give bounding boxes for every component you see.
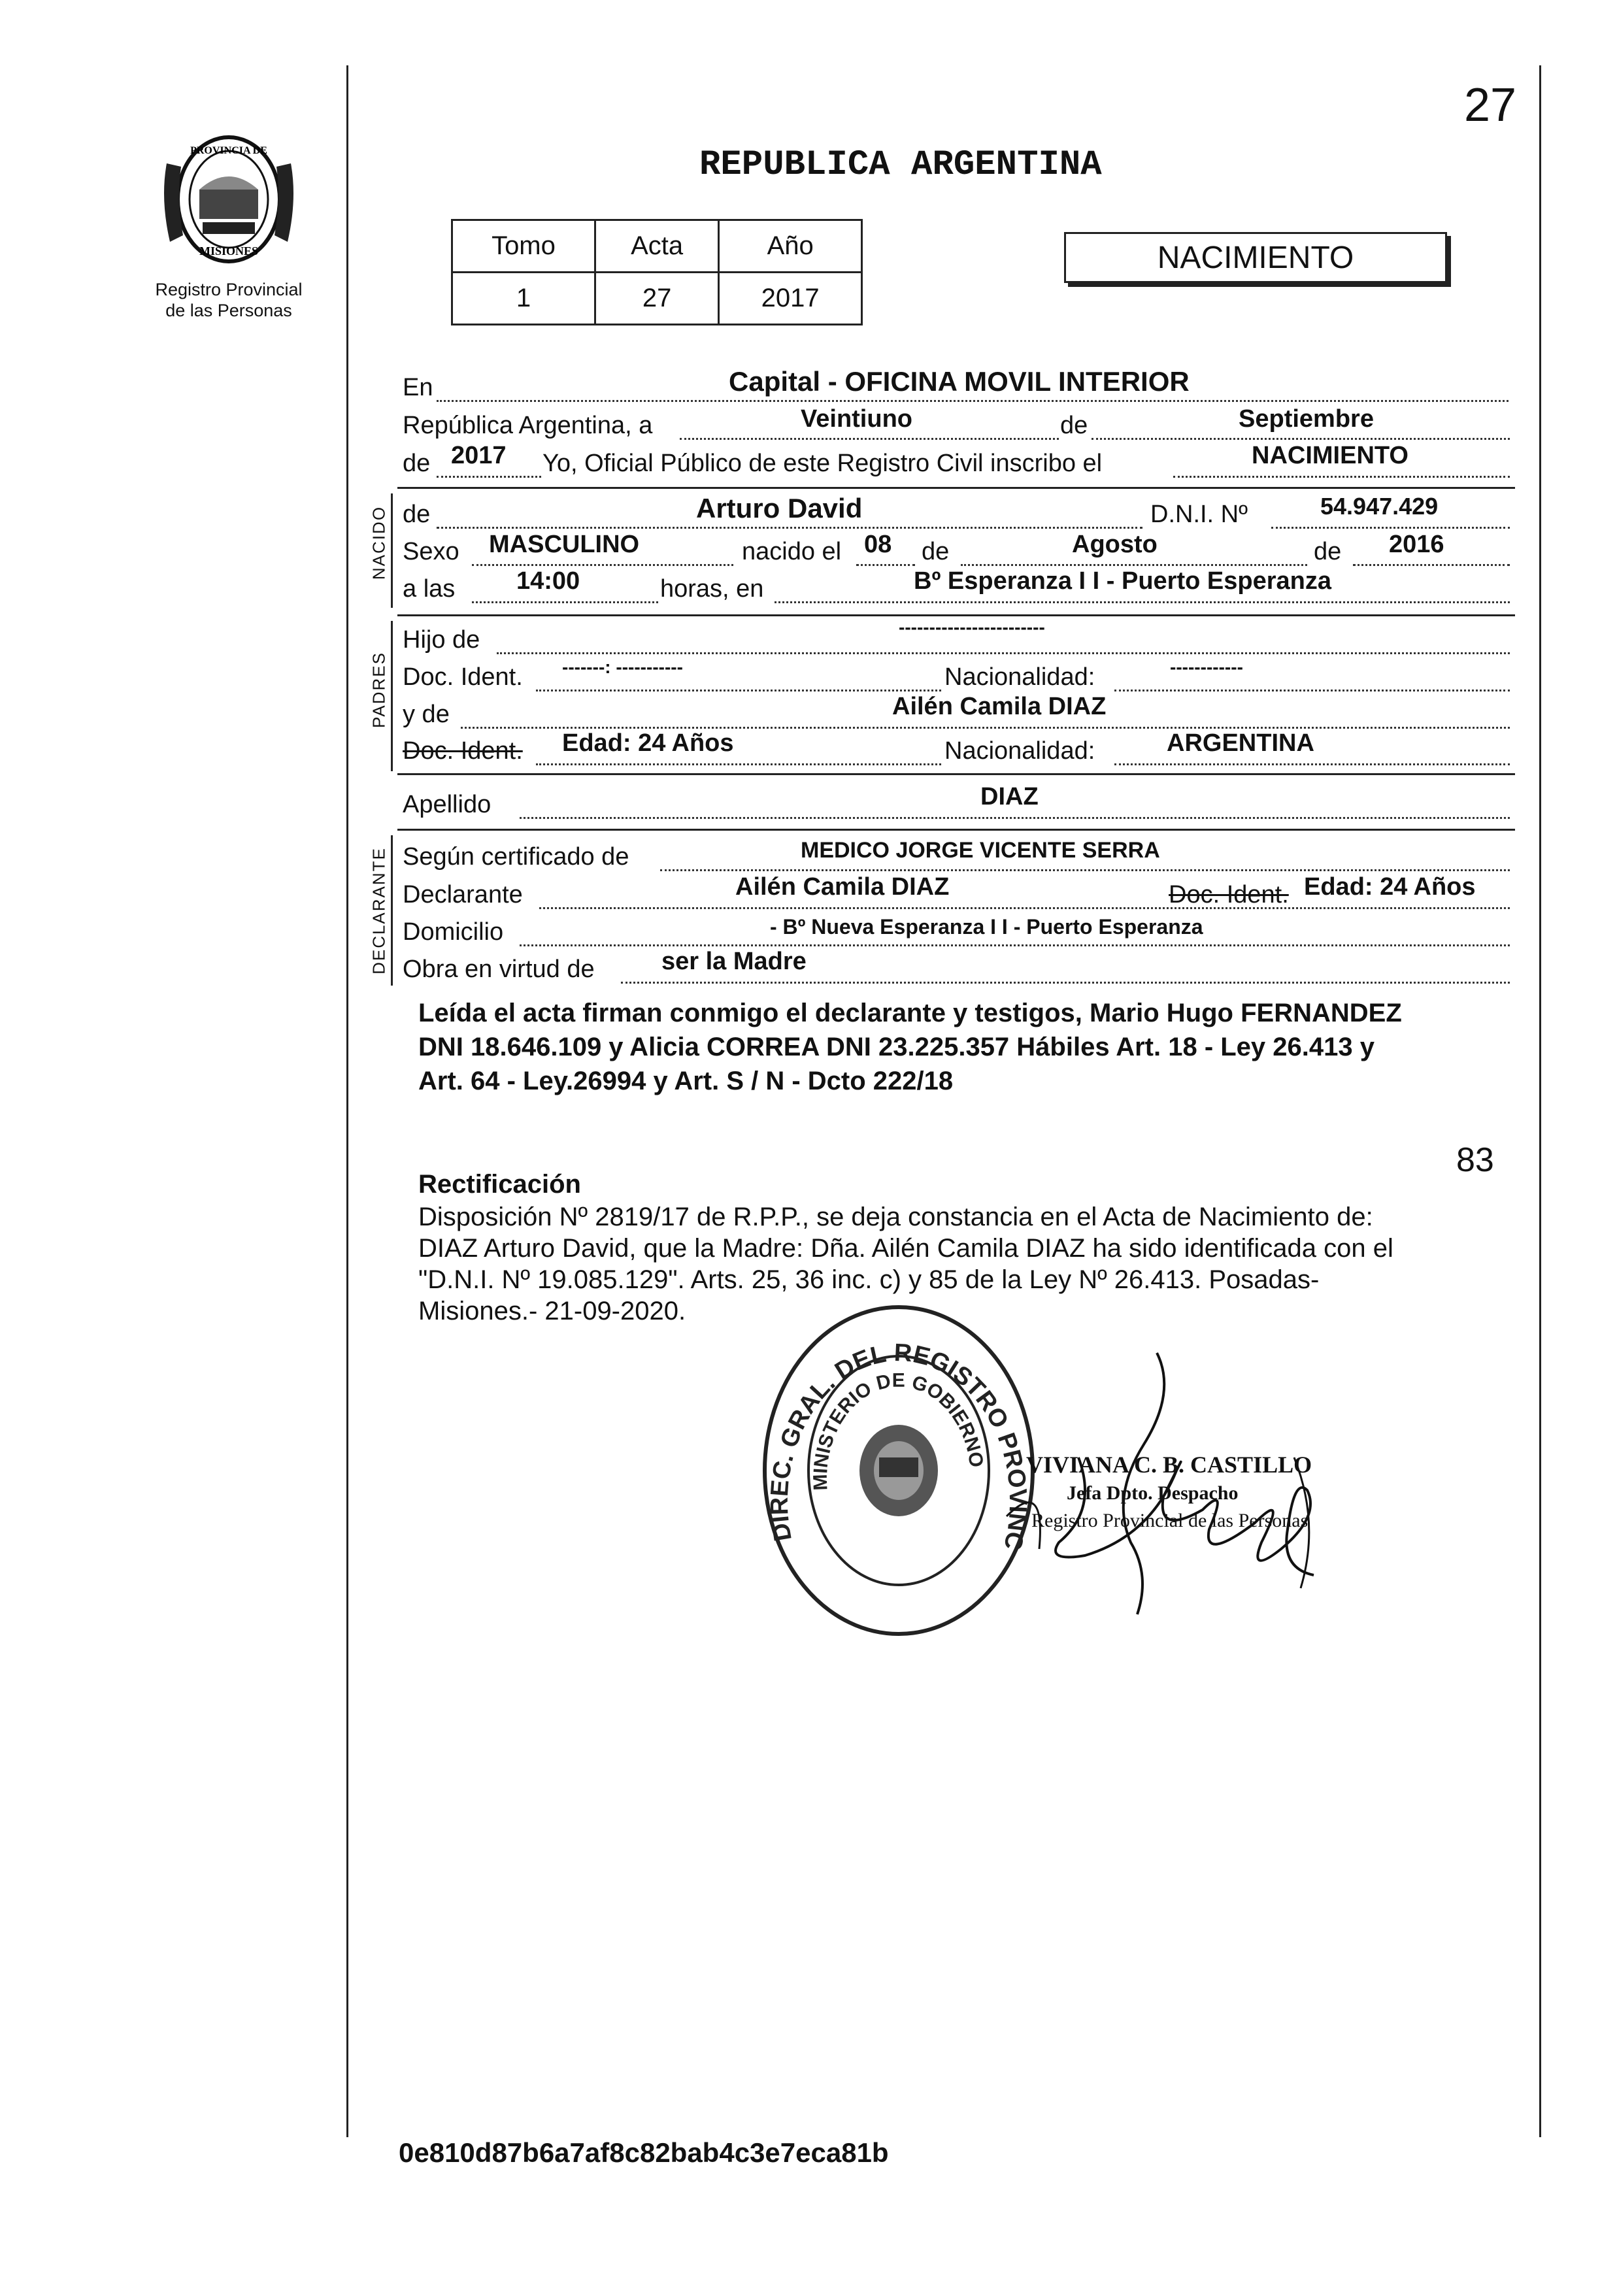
doc-ident-label-2: Doc. Ident. xyxy=(403,737,523,765)
svg-text:MINISTERIO DE GOBIERNO: MINISTERIO DE GOBIERNO xyxy=(809,1369,988,1491)
nacido-section-label: NACIDO xyxy=(369,505,389,580)
document-hash: 0e810d87b6a7af8c82bab4c3e7eca81b xyxy=(399,2137,889,2168)
acta-value-tomo: 1 xyxy=(452,273,595,325)
rectificacion-line-3: "D.N.I. Nº 19.085.129". Arts. 25, 36 inc. c) y 85 de la Ley Nº 26.413. Posadas- xyxy=(418,1265,1320,1294)
signature-org: Registro Provincial de las Personas xyxy=(1031,1510,1309,1531)
nacido-mes: Agosto xyxy=(1072,531,1158,558)
y-de-label: y de xyxy=(403,701,450,728)
yo-label: Yo, Oficial Público de este Registro Civil inscribo el xyxy=(542,450,1103,477)
acta-value-anio: 2017 xyxy=(719,273,862,325)
republica-label: República Argentina, a xyxy=(403,412,653,439)
anio-value: 2017 xyxy=(451,442,507,469)
certificado-value: MEDICO JORGE VICENTE SERRA xyxy=(801,838,1160,863)
en-label: En xyxy=(403,374,433,401)
apellido-label: Apellido xyxy=(403,791,492,818)
a-las-label: a las xyxy=(403,575,456,603)
domicilio-label: Domicilio xyxy=(403,918,504,946)
page-title: REPUBLICA ARGENTINA xyxy=(699,145,1102,185)
acta-table xyxy=(451,219,863,325)
rectificacion-line-1: Disposición Nº 2819/17 de R.P.P., se deja constancia en el Acta de Nacimiento de: xyxy=(418,1203,1373,1231)
declarante-label: Declarante xyxy=(403,881,523,908)
logo-caption-line2: de las Personas xyxy=(165,301,292,320)
acta-value-acta: 27 xyxy=(595,273,718,325)
padre-nacionalidad-value: ------------ xyxy=(1170,657,1243,677)
declarante-value: Ailén Camila DIAZ xyxy=(735,873,950,901)
acta-header-tomo: Tomo xyxy=(452,220,595,273)
padre-doc-value: -------: ----------- xyxy=(562,657,683,677)
dni-label: D.N.I. Nº xyxy=(1150,501,1248,528)
rectificacion-line-2: DIAZ Arturo David, que la Madre: Dña. Ailén Camila DIAZ ha sido identificada con el xyxy=(418,1234,1393,1263)
de-label-nacido: de xyxy=(403,501,431,528)
de-label-2: de xyxy=(403,450,431,477)
obra-value: ser la Madre xyxy=(661,948,807,975)
domicilio-value: - Bº Nueva Esperanza I I - Puerto Esperanza xyxy=(770,915,1203,939)
lugar-value: Capital - OFICINA MOVIL INTERIOR xyxy=(729,366,1190,397)
declarante-section-label: DECLARANTE xyxy=(369,847,389,974)
closing-line-1: Leída el acta firman conmigo el declarante y testigos, Mario Hugo FERNANDEZ xyxy=(418,999,1402,1027)
nacionalidad-label-2: Nacionalidad: xyxy=(944,737,1095,765)
tipo-value: NACIMIENTO xyxy=(1252,442,1409,469)
handwritten-signature xyxy=(980,1327,1346,1627)
nacido-dia: 08 xyxy=(864,531,892,558)
padre-value: ------------------------ xyxy=(899,617,1045,637)
nacido-el-label: nacido el xyxy=(742,538,842,565)
nacido-de-label-1: de xyxy=(922,538,950,565)
nacido-lugar: Bº Esperanza I I - Puerto Esperanza xyxy=(914,567,1331,595)
closing-line-2: DNI 18.646.109 y Alicia CORREA DNI 23.225.357 Hábiles Art. 18 - Ley 26.413 y xyxy=(418,1033,1375,1061)
acta-header-anio: Año xyxy=(719,220,862,273)
madre-value: Ailén Camila DIAZ xyxy=(892,693,1107,720)
rectificacion-number: 83 xyxy=(1456,1141,1494,1179)
obra-label: Obra en virtud de xyxy=(403,956,595,983)
doc-type-box xyxy=(1064,232,1447,283)
rectificacion-title: Rectificación xyxy=(418,1170,581,1199)
nacido-nombre: Arturo David xyxy=(696,493,863,524)
page-number: 27 xyxy=(1464,79,1517,131)
padres-section-label: PADRES xyxy=(369,652,389,728)
dni-value: 54.947.429 xyxy=(1320,493,1439,520)
sexo-value: MASCULINO xyxy=(489,531,640,558)
signature-name: VIVIANA C. B. CASTILLO xyxy=(1026,1452,1312,1478)
sexo-label: Sexo xyxy=(403,538,459,565)
declarante-doc-value: Edad: 24 Años xyxy=(1304,873,1476,901)
signature-role: Jefa Dpto. Despacho xyxy=(1067,1482,1239,1504)
madre-doc-value: Edad: 24 Años xyxy=(562,729,734,757)
nacionalidad-label: Nacionalidad: xyxy=(944,663,1095,691)
madre-nacionalidad-value: ARGENTINA xyxy=(1167,729,1314,757)
svg-text:MISIONES: MISIONES xyxy=(199,244,259,258)
province-seal-logo xyxy=(154,124,304,275)
dia-value: Veintiuno xyxy=(801,405,912,433)
rectificacion-line-4: Misiones.- 21-09-2020. xyxy=(418,1297,686,1325)
svg-text:PROVINCIA DE: PROVINCIA DE xyxy=(190,145,267,156)
nacido-anio: 2016 xyxy=(1389,531,1444,558)
right-margin-line xyxy=(1539,65,1541,2137)
declarante-doc-label: Doc. Ident. xyxy=(1169,881,1289,908)
hijo-de-label: Hijo de xyxy=(403,626,480,654)
certificado-label: Según certificado de xyxy=(403,843,629,871)
closing-line-3: Art. 64 - Ley.26994 y Art. S / N - Dcto 222/18 xyxy=(418,1067,954,1095)
mes-value: Septiembre xyxy=(1239,405,1374,433)
svg-text:DIREC. GRAL. DEL REGISTRO PROV: DIREC. GRAL. DEL REGISTRO PROVINC xyxy=(765,1339,1032,1553)
apellido-value: DIAZ xyxy=(980,783,1039,810)
de-label-1: de xyxy=(1060,412,1088,439)
horas-en-label: horas, en xyxy=(660,575,764,603)
doc-type-label: NACIMIENTO xyxy=(1157,240,1354,275)
hora-value: 14:00 xyxy=(516,567,580,595)
acta-header-acta: Acta xyxy=(595,220,718,273)
doc-ident-label: Doc. Ident. xyxy=(403,663,523,691)
left-margin-line xyxy=(346,65,348,2137)
nacido-de-label-2: de xyxy=(1314,538,1342,565)
logo-caption-line1: Registro Provincial xyxy=(155,280,303,299)
